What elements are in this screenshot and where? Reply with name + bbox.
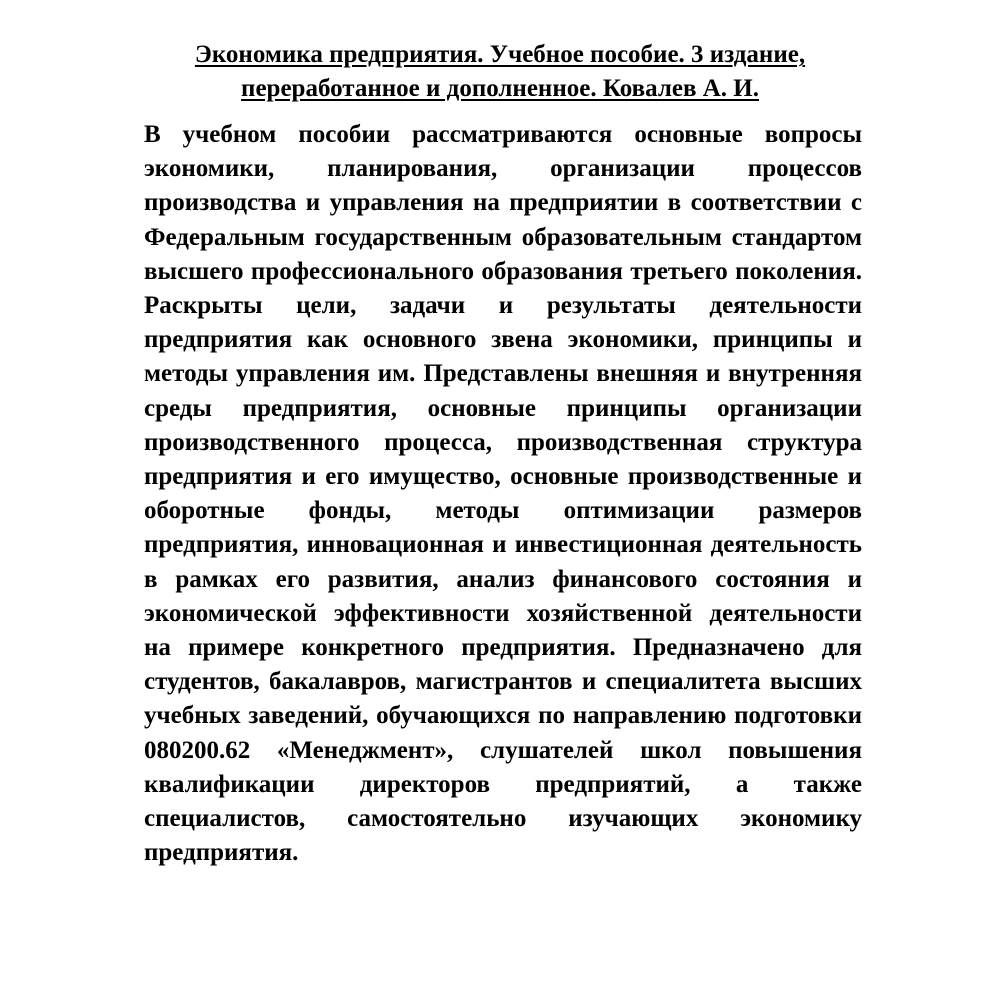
title-line-2: переработанное и дополненное. Ковалев А. И. bbox=[241, 75, 759, 102]
document-title bbox=[100, 38, 900, 106]
book-description: В учебном пособии рассматриваются основные вопросы экономики, планирования, организации процессов производства и управления на предприятии в соответствии с Федеральным государственным образовательным стандартом высшего профессионального образования третьего поколения. Раскрыты цели, задачи и результаты деятельности предприятия как основного звена экономики, принципы и методы управления им. Представлены внешняя и внутренняя среды предприятия, основные принципы организации производственного процесса, производственная структура предприятия и его имущество, основные производственные и оборотные фонды, методы оптимизации размеров предприятия, инновационная и инвестиционная деятельность в рамках его развития, анализ финансового состояния и экономической эффективности хозяйственной деятельности на примере конкретного предприятия. Предназначено для студентов, бакалавров, магистрантов и специалитета высших учебных заведений, обучающихся по направлению подготовки 080200.62 «Менеджмент», слушателей школ повышения квалификации директоров предприятий, а также специалистов, самостоятельно изучающих экономику предприятия. bbox=[144, 121, 862, 867]
title-line-1: Экономика предприятия. Учебное пособие. 3 издание, bbox=[194, 41, 806, 68]
